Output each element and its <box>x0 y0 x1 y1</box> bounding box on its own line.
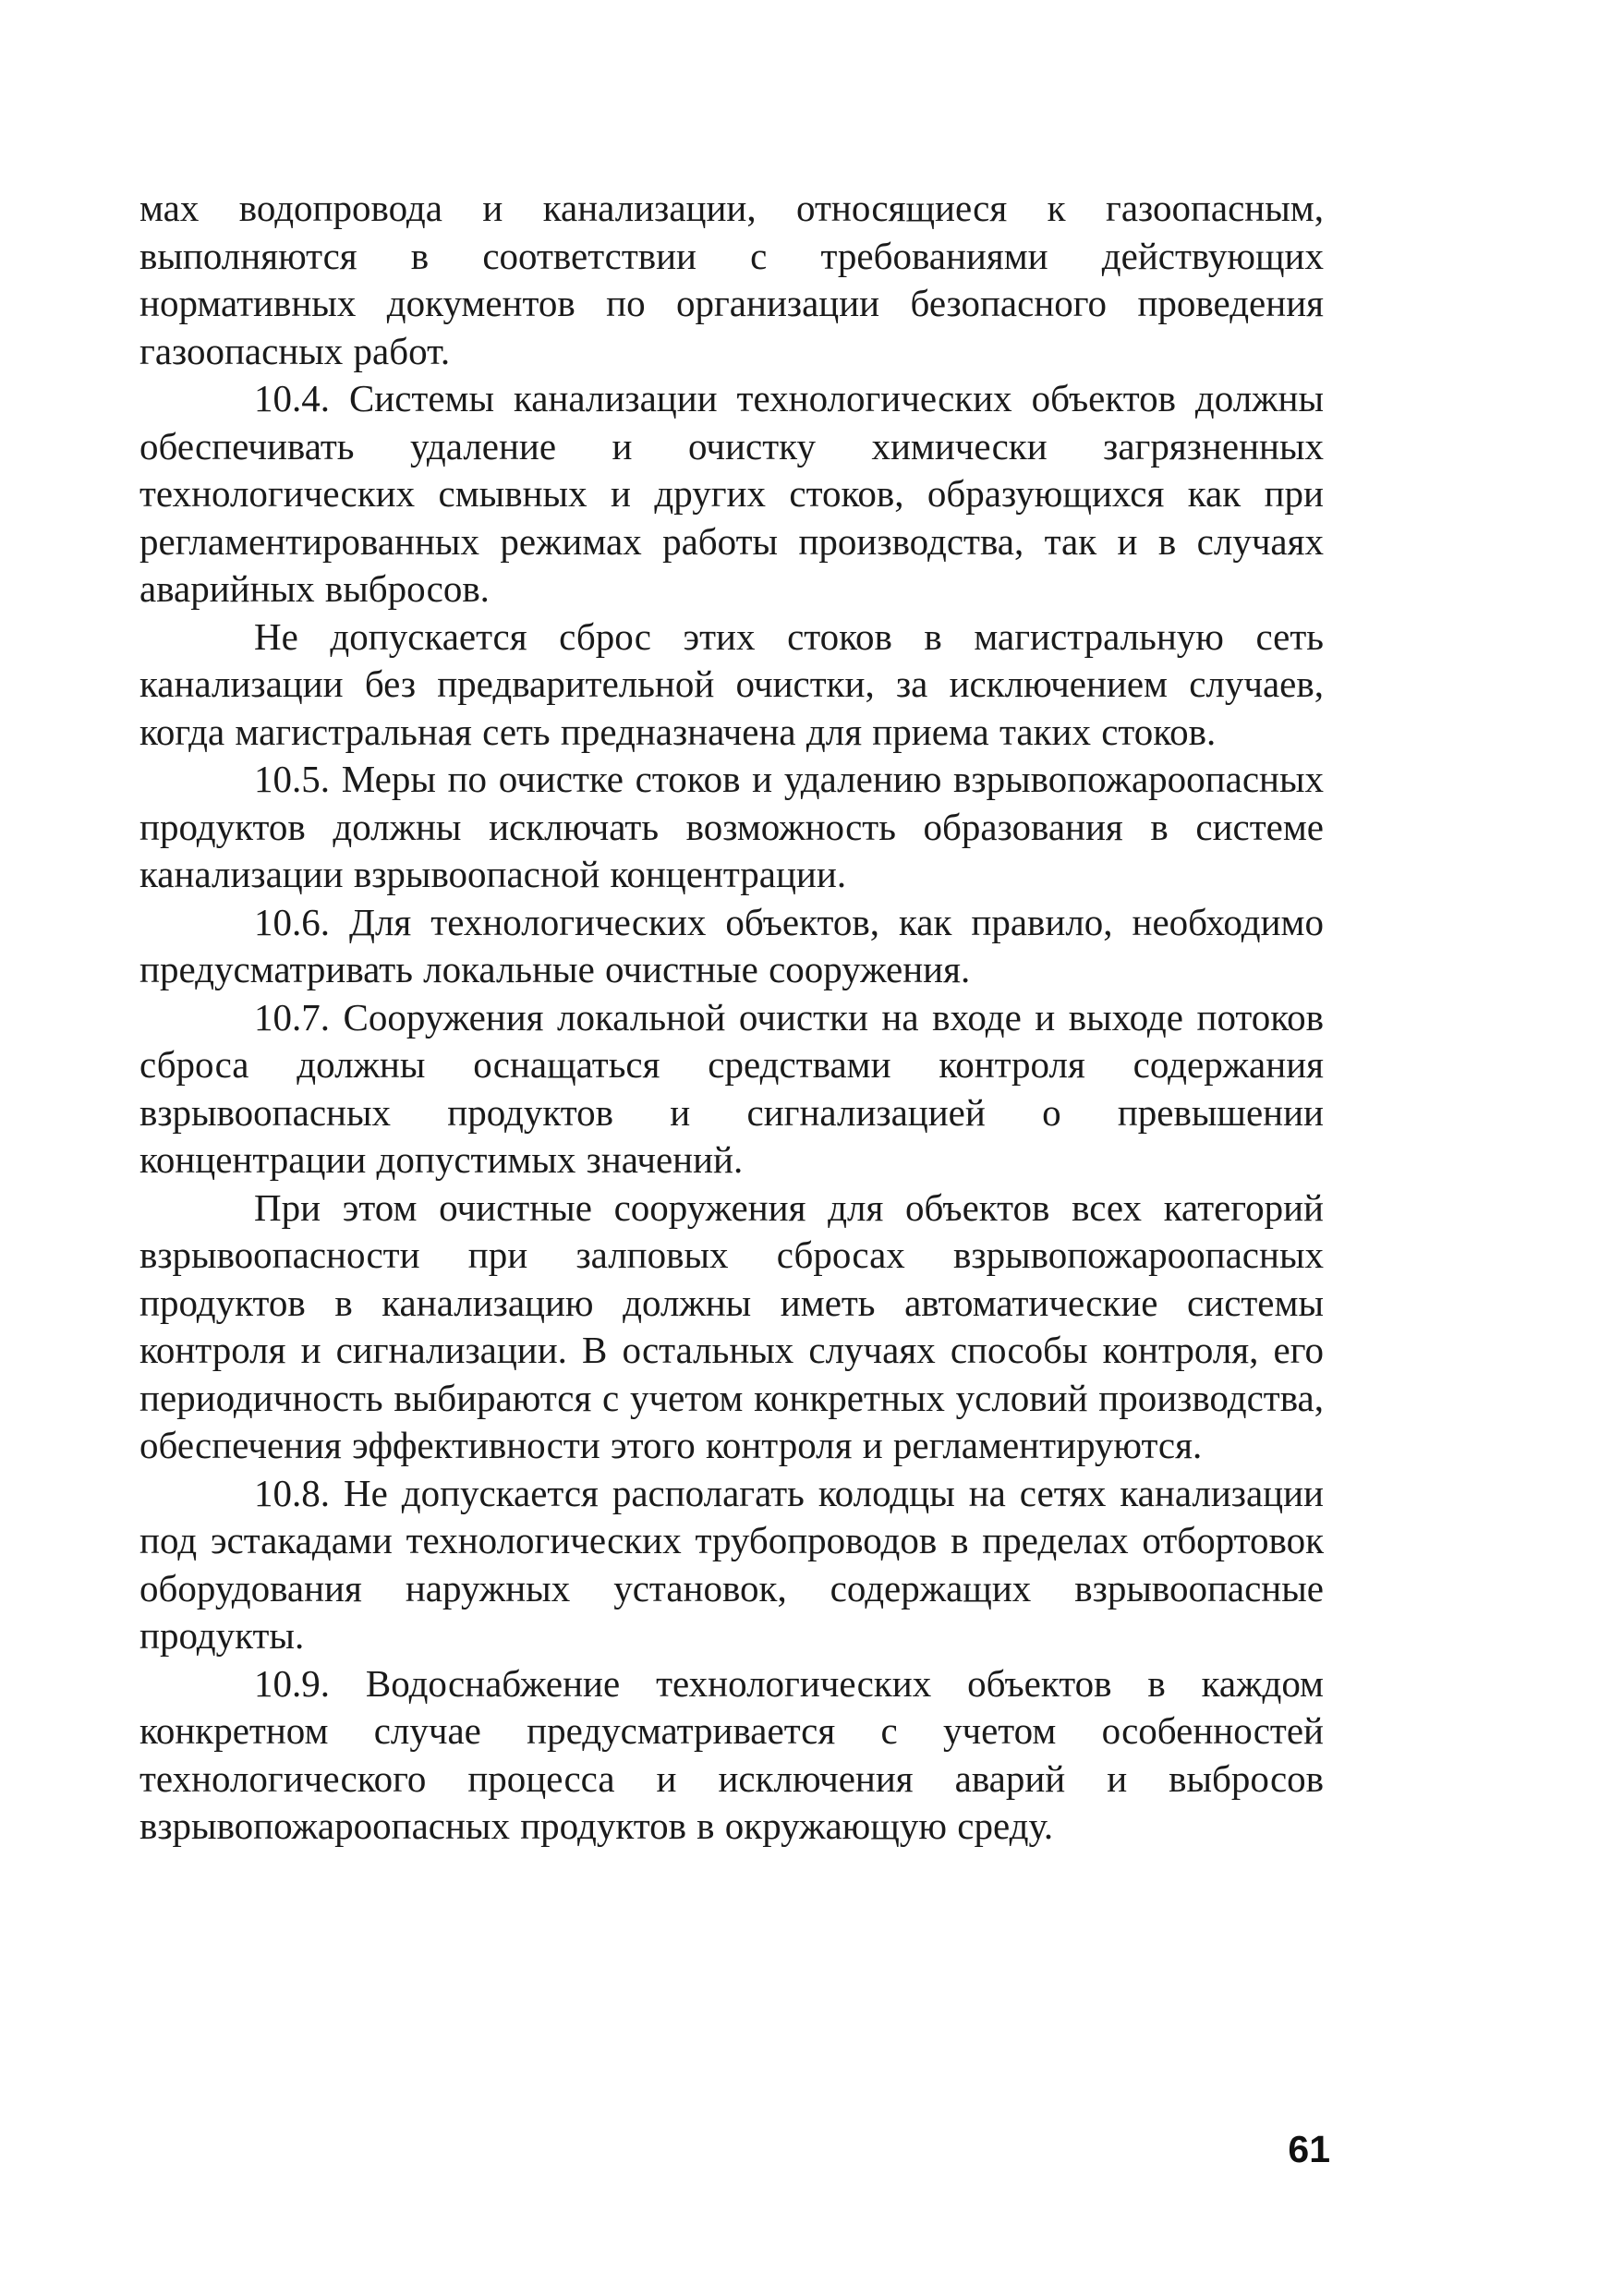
body-text <box>139 185 1324 1851</box>
paragraph-10-4-discharge: Не допускается сброс этих стоков в магистральную сеть канализации без предварительной очистки, за исключением случаев, когда магистральная сеть предназначена для приема таких стоков. <box>139 614 1324 753</box>
paragraph-continuation: мах водопровода и канализации, относящиеся к газоопасным, выполняются в соответствии с требованиями действующих нормативных документов по организации безопасного проведения газоопасных работ. <box>139 187 1324 372</box>
paragraph-10-6: 10.6. Для технологических объектов, как правило, необходимо предусматривать локальные очистные сооружения. <box>139 900 1324 990</box>
paragraph-10-7: 10.7. Сооружения локальной очистки на входе и выходе потоков сброса должны оснащаться средствами контроля содержания взрывоопасных продуктов и сигнализацией о превышении концентрации допустимых значений. <box>139 995 1324 1181</box>
page-number: 61 <box>1288 2128 1330 2170</box>
paragraph-10-9: 10.9. Водоснабжение технологических объектов в каждом конкретном случае предусматривается с учетом особенностей технологического процесса и исключения аварий и выбросов взрывопожароопасных продуктов в окружающую среду. <box>139 1661 1324 1847</box>
paragraph-10-4: 10.4. Системы канализации технологических объектов должны обеспечивать удаление и очистку химически загрязненных технологических смывных и других стоков, образующихся как при регламентированных режимах работы производства, так и в случаях аварийных выбросов. <box>139 377 1324 610</box>
paragraph-10-5: 10.5. Меры по очистке стоков и удалению взрывопожароопасных продуктов должны исключать возможность образования в системе канализации взрывоопасной концентрации. <box>139 758 1324 895</box>
paragraph-10-8: 10.8. Не допускается располагать колодцы на сетях канализации под эстакадами технологических трубопроводов в пределах отбортовок оборудования наружных установок, содержащих взрывоопасные продукты. <box>139 1471 1324 1657</box>
paragraph-10-7-control: При этом очистные сооружения для объектов всех категорий взрывоопасности при залповых сбросах взрывопожароопасных продуктов в канализацию должны иметь автоматические системы контроля и сигнализации. В остальных случаях способы контроля, его периодичность выбираются с учетом конкретных условий производства, обеспечения эффективности этого контроля и регламентируются. <box>139 1185 1324 1466</box>
